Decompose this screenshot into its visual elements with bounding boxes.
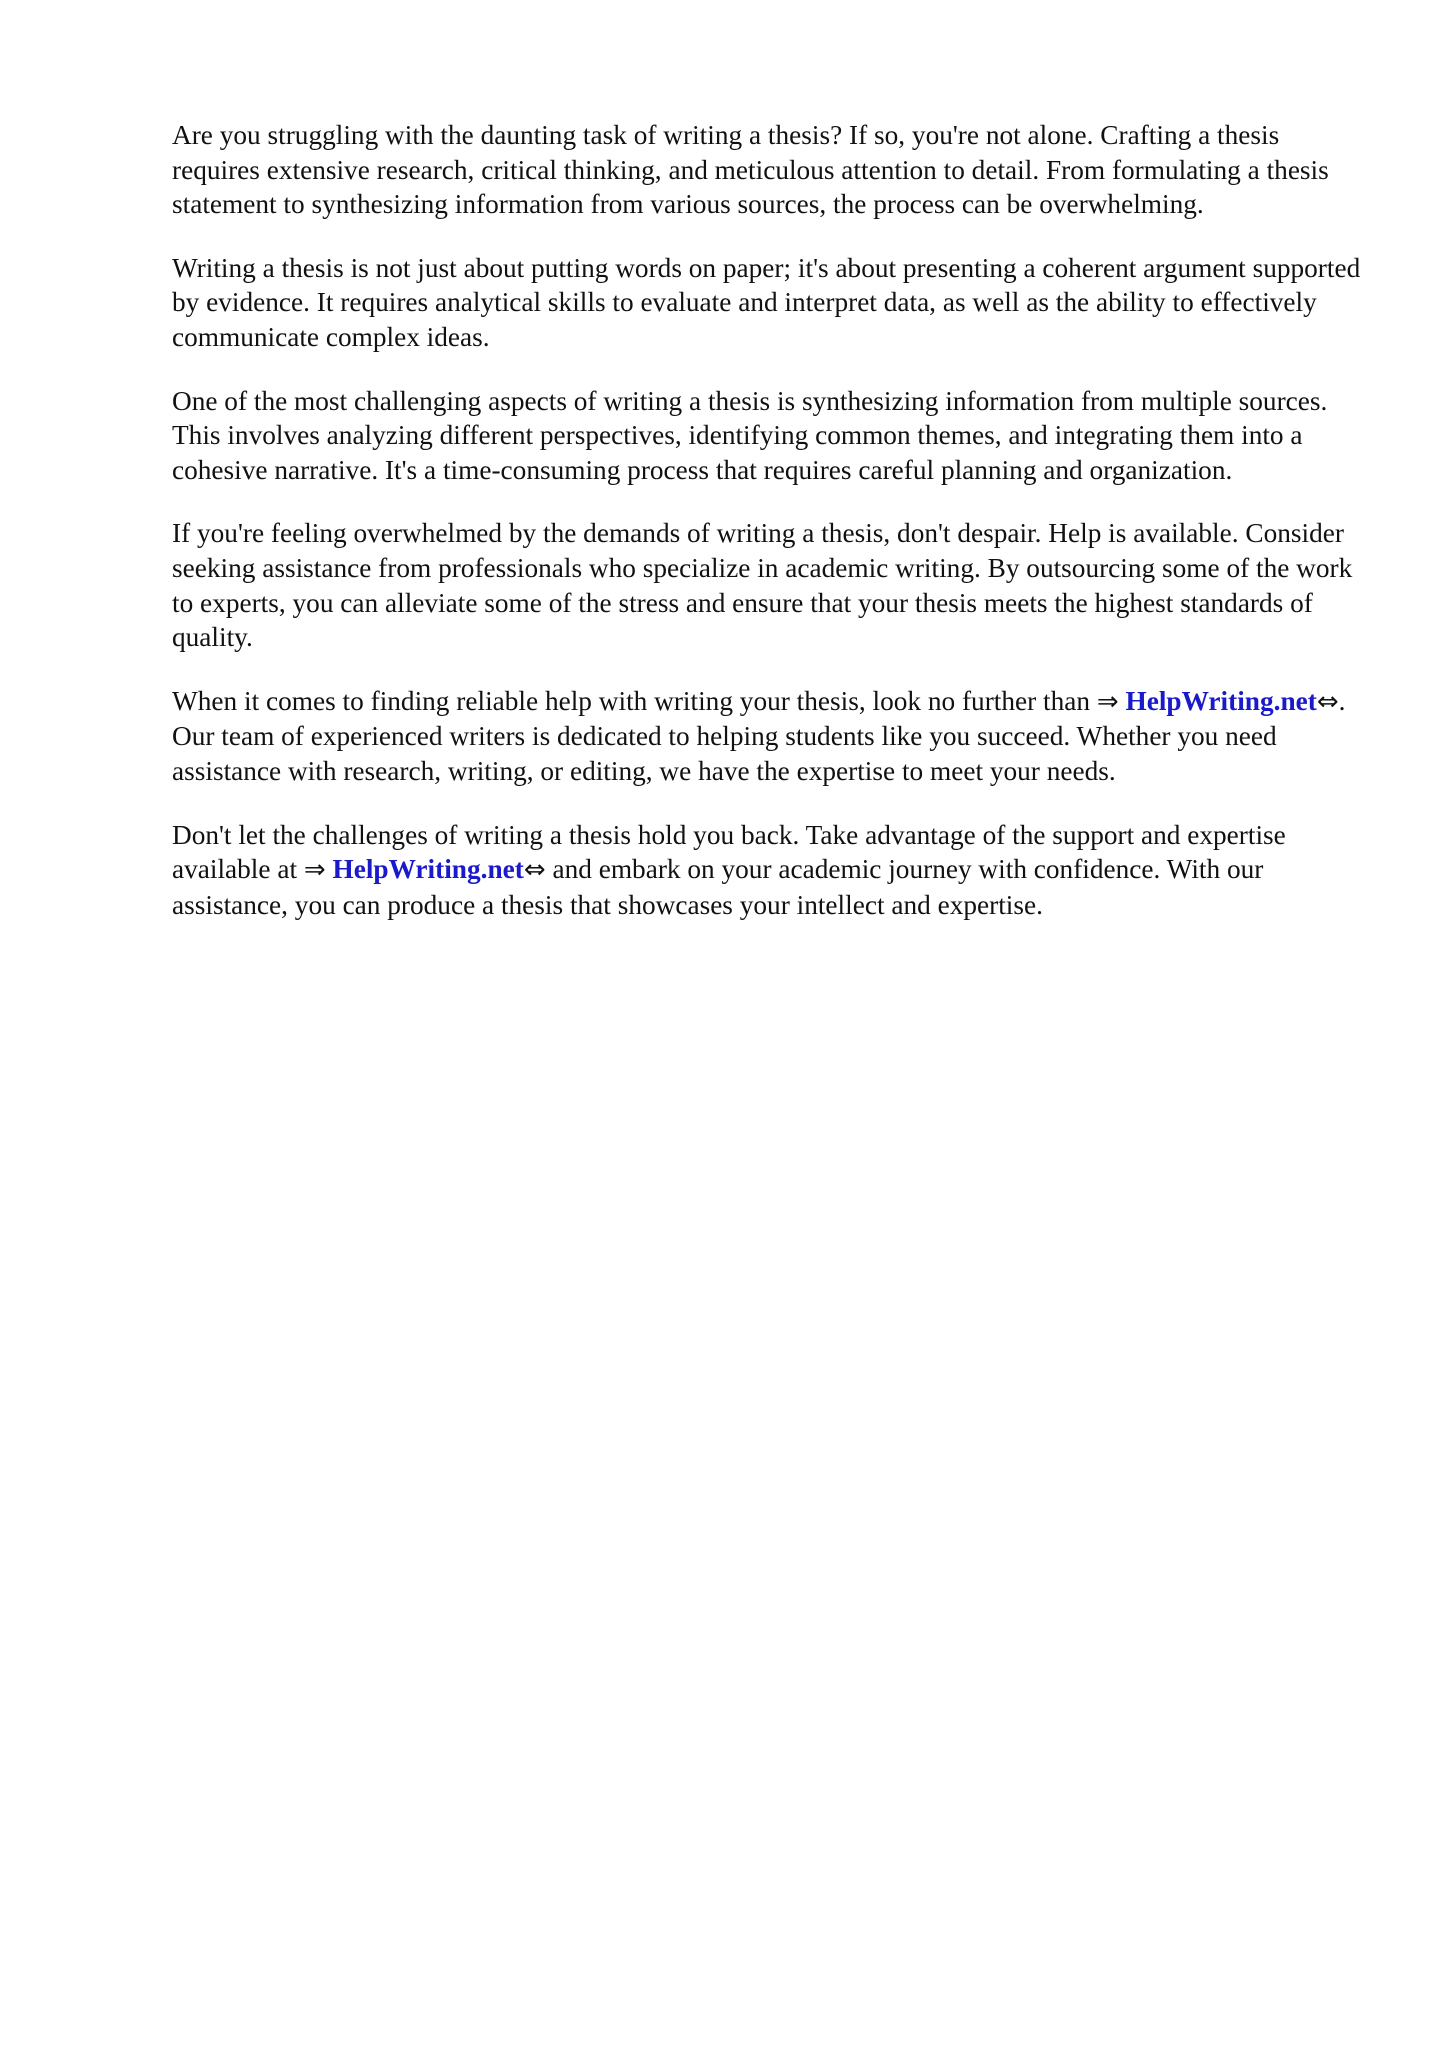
paragraph-reliable-help (172, 684, 1372, 789)
double-arrow-icon: ⇔ (1316, 686, 1339, 717)
paragraph-help: If you're feeling overwhelmed by the demands of writing a thesis, don't despair. Help is available. Consider seeking assistance from professionals who specialize in academic writing. By outsourcing some of the work to experts, you can alleviate some of the stress and ensure that your thesis meets the highest standards of quality. (172, 518, 1353, 653)
helpwriting-link[interactable]: HelpWriting.net (332, 854, 524, 885)
paragraph-text: and embark on your academic journey with confidence. With our assistance, you can produce a thesis that showcases your intellect and expertise. (172, 854, 1264, 920)
helpwriting-link[interactable]: HelpWriting.net (1125, 685, 1317, 716)
paragraph-text: Don't let the challenges of writing a thesis hold you back. Take advantage of the support and expertise available at (172, 819, 1286, 885)
right-arrow-icon: ⇒ (303, 855, 326, 886)
double-arrow-icon: ⇔ (523, 855, 546, 886)
paragraph-text: When it comes to finding reliable help with writing your thesis, look no further than (172, 685, 1097, 716)
right-arrow-icon: ⇒ (1096, 686, 1119, 717)
paragraph-argument: Writing a thesis is not just about putting words on paper; it's about presenting a coherent argument supported by evidence. It requires analytical skills to evaluate and interpret data, as well as the ability to effectively communicate complex ideas. (172, 252, 1361, 352)
paragraph-intro: Are you struggling with the daunting task of writing a thesis? If so, you're not alone. Crafting a thesis requires extensive research, critical thinking, and meticulous attention to detail. From formulating a thesis statement to synthesizing information from various sources, the process can be overwhelming. (172, 120, 1329, 220)
paragraph-closing (172, 818, 1372, 923)
paragraph-text: . Our team of experienced writers is dedicated to helping students like you succeed. Whether you need assistance with research, writing, or editing, we have the expertise to meet your needs. (172, 685, 1346, 786)
document-page (172, 118, 1372, 951)
paragraph-synthesis: One of the most challenging aspects of writing a thesis is synthesizing information from multiple sources. This involves analyzing different perspectives, identifying common themes, and integrating them into a cohesive narrative. It's a time-consuming process that requires careful planning and organization. (172, 385, 1328, 485)
